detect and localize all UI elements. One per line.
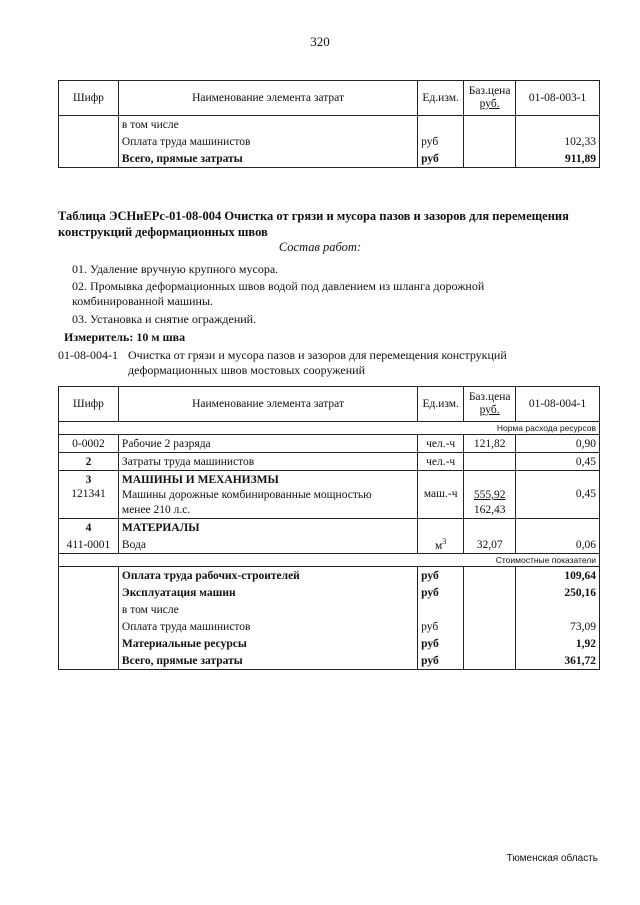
header-price: Баз.цена руб. — [464, 81, 516, 116]
machines-group-row: 3 МАШИНЫ И МЕХАНИЗМЫ — [59, 471, 600, 489]
summary-row: Материальные ресурсы руб 1,92 — [59, 635, 600, 652]
table-row: Оплата труда машинистов руб 102,33 — [59, 133, 600, 150]
meter-unit: Измеритель: 10 м шва — [64, 330, 186, 344]
table-row: 0-0002 Рабочие 2 разряда чел.-ч 121,82 0,90 — [59, 435, 600, 453]
summary-row: Оплата труда рабочих-строителей руб 109,64 — [59, 567, 600, 585]
header-unit: Ед.изм. — [418, 387, 464, 422]
header-price: Баз.цена руб. — [464, 387, 516, 422]
summary-row: в том числе — [59, 601, 600, 618]
cost-label-row: Стоимостные показатели — [59, 554, 600, 567]
table-row: 411-0001 Вода $м^3$ 32,07 0,06 — [59, 536, 600, 554]
table-row: 2 Затраты труда машинистов чел.-ч 0,45 — [59, 453, 600, 471]
header-ref: 01-08-003-1 — [516, 81, 600, 116]
summary-row: Эксплуатация машин руб 250,16 — [59, 584, 600, 601]
norm-label-row: Норма расхода ресурсов — [59, 422, 600, 435]
cost-table-continued — [58, 80, 600, 168]
footer-region: Тюменская область — [506, 853, 598, 864]
rate-code: 01-08-004-1 — [58, 348, 118, 362]
header-code: Шифр — [59, 81, 119, 116]
table-header — [59, 81, 600, 116]
header-code: Шифр — [59, 387, 119, 422]
work-step: 02. Промывка деформационных швов водой под давлением из шланга дорожной комбинированной машины. — [72, 279, 485, 308]
table-row: в том числе — [59, 116, 600, 134]
section-title: Таблица ЭСНиЕРс-01-08-004 Очистка от грязи и мусора пазов и зазоров для перемещения конструкций деформационных швов — [58, 209, 569, 239]
composition-label: Состав работ: — [278, 240, 362, 254]
rate-code-line — [58, 348, 507, 377]
table-row: Всего, прямые затраты руб 911,89 — [59, 150, 600, 168]
rate-description: Очистка от грязи и мусора пазов и зазоров для перемещения конструкций деформационных швов мостовых сооружений — [128, 348, 507, 377]
page-number: 320 — [310, 34, 330, 49]
header-name: Наименование элемента затрат — [118, 81, 417, 116]
summary-row: Оплата труда машинистов руб 73,09 — [59, 618, 600, 635]
materials-group-row: 4 МАТЕРИАЛЫ — [59, 519, 600, 537]
work-step: 03. Установка и снятие ограждений. — [72, 312, 257, 326]
header-unit: Ед.изм. — [418, 81, 464, 116]
work-step: 01. Удаление вручную крупного мусора. — [72, 262, 279, 276]
summary-row: Всего, прямые затраты руб 361,72 — [59, 652, 600, 670]
table-header — [59, 387, 600, 422]
header-ref: 01-08-004-1 — [516, 387, 600, 422]
header-name: Наименование элемента затрат — [118, 387, 417, 422]
cost-table — [58, 386, 600, 670]
table-row: 121341 Машины дорожные комбинированные мощностью менее 210 л.с. маш.-ч 555,92 162,43 0,45 — [59, 488, 600, 519]
